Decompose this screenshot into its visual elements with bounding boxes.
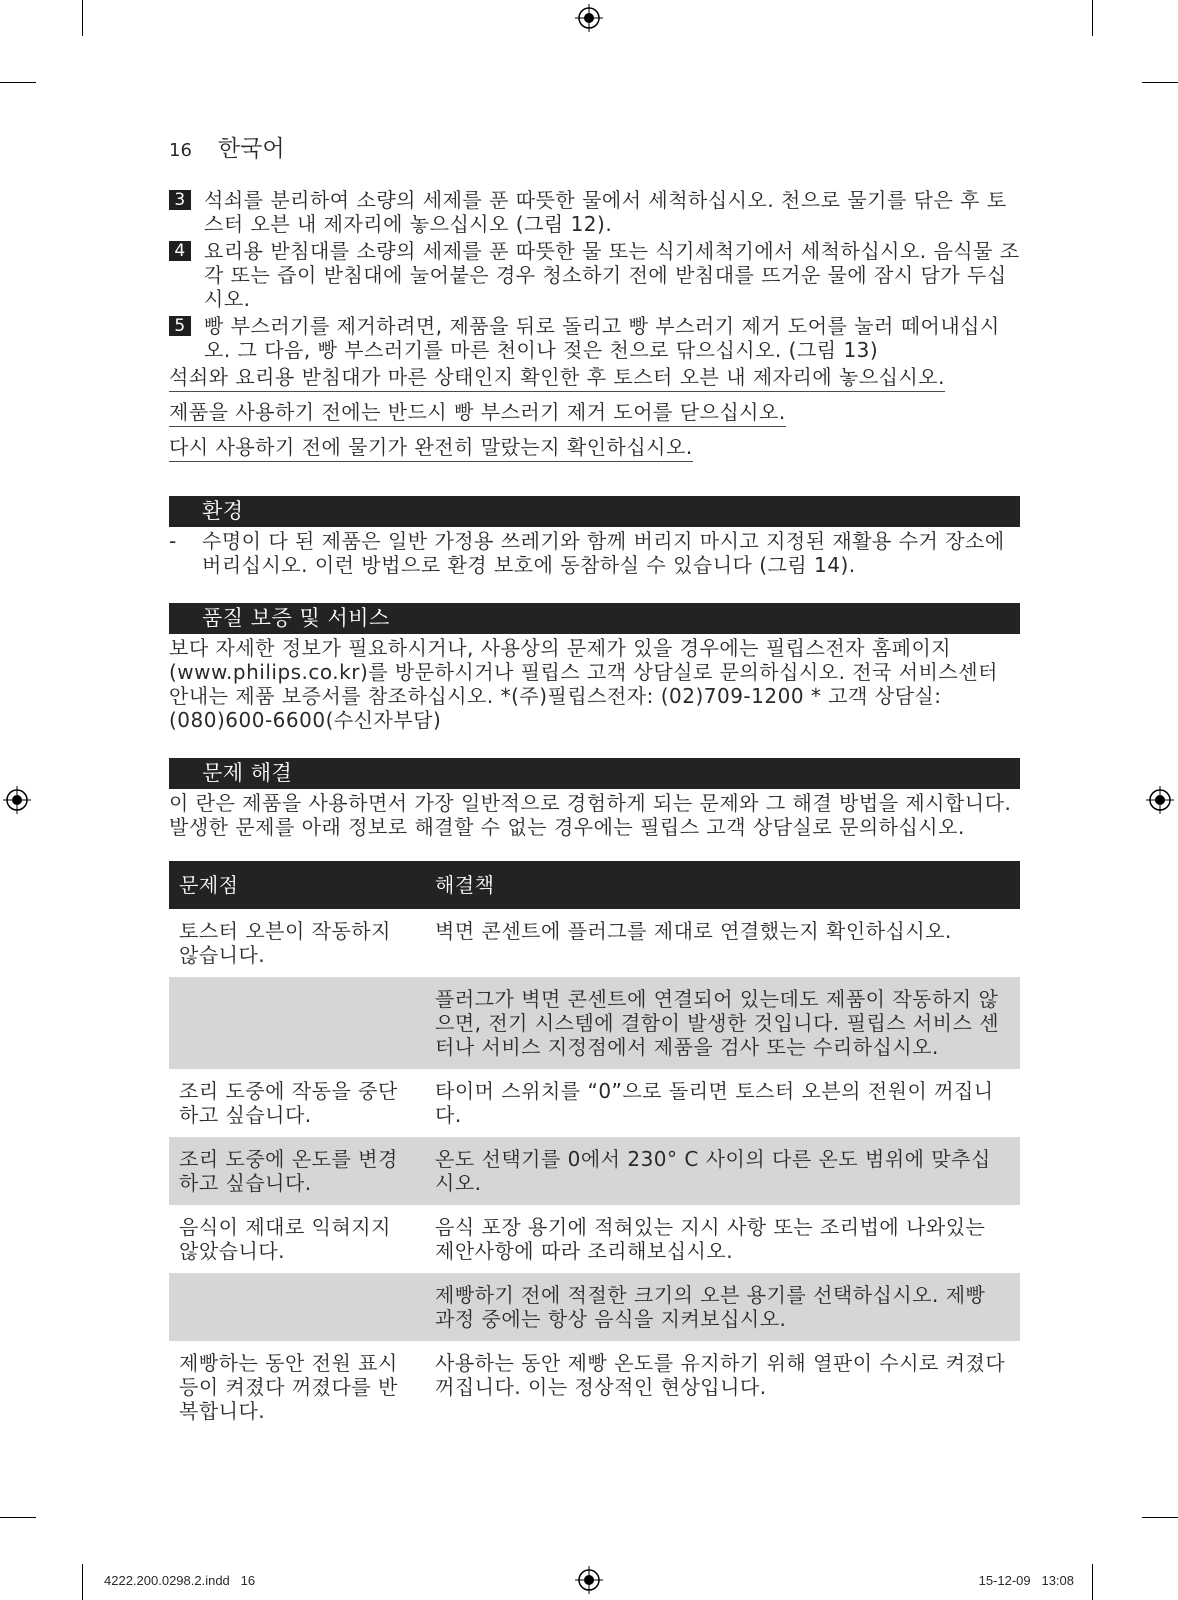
table-row — [169, 1069, 1020, 1137]
section-heading-environment: 환경 — [169, 496, 1020, 527]
crop-mark — [1142, 1517, 1178, 1518]
column-header-problem: 문제점 — [169, 861, 425, 909]
step-number-badge: 4 — [169, 241, 191, 261]
table-row — [169, 977, 1020, 1069]
table-row — [169, 1137, 1020, 1205]
table-row — [169, 1341, 1020, 1433]
crop-mark — [1092, 1564, 1093, 1600]
crop-mark — [82, 1564, 83, 1600]
crop-mark — [82, 0, 83, 36]
environment-text: 수명이 다 된 제품은 일반 가정용 쓰레기와 함께 버리지 마시고 지정된 재활용 수거 장소에 버리십시오. 이런 방법으로 환경 보호에 동참하실 수 있습니다 (그림 14). — [202, 529, 1005, 577]
crop-mark — [0, 1517, 36, 1518]
problem-cell: 제빵하는 동안 전원 표시등이 켜졌다 꺼졌다를 반복합니다. — [179, 1351, 398, 1423]
language-title: 한국어 — [217, 136, 285, 162]
problem-cell: 음식이 제대로 익혀지지 않았습니다. — [179, 1215, 391, 1263]
crop-mark — [1092, 0, 1093, 36]
step-number-badge: 3 — [169, 190, 191, 210]
notes — [169, 365, 1020, 470]
problem-cell: 조리 도중에 온도를 변경하고 싶습니다. — [169, 1137, 425, 1205]
step-text: 빵 부스러기를 제거하려면, 제품을 뒤로 돌리고 빵 부스러기 제거 도어를 눌러 떼어내십시오. 그 다음, 빵 부스러기를 마른 천이나 젖은 천으로 닦으십시오. (그림 13) — [204, 314, 1000, 362]
step-5 — [169, 314, 1020, 362]
footer-file-info: 4222.200.0298.2.indd 16 — [104, 1573, 256, 1588]
service-text: 보다 자세한 정보가 필요하시거나, 사용상의 문제가 있을 경우에는 필립스전자 홈페이지 (www.philips.co.kr)를 방문하시거나 필립스 고객 상담실로 문의하십시오. 전국 서비스센터 안내는 제품 보증서를 참조하십시오. *(주)필립스전자: (02)709-1200 * 고객 상담실: (080)600-6600(수신자부담) — [169, 636, 998, 732]
solution-cell: 플러그가 벽면 콘센트에 연결되어 있는데도 제품이 작동하지 않으면, 전기 시스템에 결함이 발생한 것입니다. 필립스 서비스 센터나 서비스 지정점에서 제품을 검사 또는 수리하십시오. — [425, 977, 1020, 1069]
troubleshooting-intro: 이 란은 제품을 사용하면서 가장 일반적으로 경험하게 되는 문제와 그 해결 방법을 제시합니다. 발생한 문제를 아래 정보로 해결할 수 없는 경우에는 필립스 고객 상담실로 문의하십시오. — [169, 791, 1012, 839]
section-heading-service: 품질 보증 및 서비스 — [169, 603, 1020, 634]
step-text: 요리용 받침대를 소량의 세제를 푼 따뜻한 물 또는 식기세척기에서 세척하십시오. 음식물 조각 또는 즙이 받침대에 눌어붙은 경우 청소하기 전에 받침대를 뜨거운 물에 잠시 담가 두십시오. — [204, 239, 1020, 311]
solution-cell: 벽면 콘센트에 플러그를 제대로 연결했는지 확인하십시오. — [435, 919, 952, 943]
footer-datetime: 15-12-09 13:08 — [978, 1573, 1074, 1588]
registration-mark-icon — [575, 1566, 603, 1594]
problem-cell: 토스터 오븐이 작동하지 않습니다. — [179, 919, 391, 967]
solution-cell: 타이머 스위치를 “0”으로 돌리면 토스터 오븐의 전원이 꺼집니다. — [435, 1079, 994, 1127]
note: 석쇠와 요리용 받침대가 마른 상태인지 확인한 후 토스터 오븐 내 제자리에 놓으십시오. — [169, 365, 945, 392]
step-text: 석쇠를 분리하여 소량의 세제를 푼 따뜻한 물에서 세척하십시오. 천으로 물기를 닦은 후 토스터 오븐 내 제자리에 놓으십시오 (그림 12). — [204, 188, 1007, 236]
registration-mark-icon — [3, 786, 31, 814]
problem-cell: 조리 도중에 작동을 중단하고 싶습니다. — [179, 1079, 398, 1127]
registration-mark-icon — [575, 4, 603, 32]
solution-cell: 제빵하기 전에 적절한 크기의 오븐 용기를 선택하십시오. 제빵 과정 중에는 항상 음식을 지켜보십시오. — [425, 1273, 1020, 1341]
table-row — [169, 1273, 1020, 1341]
solution-cell: 사용하는 동안 제빵 온도를 유지하기 위해 열판이 수시로 켜졌다 꺼집니다. 이는 정상적인 현상입니다. — [435, 1351, 1006, 1399]
section-heading-troubleshooting: 문제 해결 — [169, 758, 1020, 789]
crop-mark — [1142, 82, 1178, 83]
table-row — [169, 1205, 1020, 1273]
troubleshooting-table — [169, 861, 1020, 1433]
column-header-solution: 해결책 — [425, 861, 1020, 909]
registration-mark-icon — [1146, 786, 1174, 814]
note: 제품을 사용하기 전에는 반드시 빵 부스러기 제거 도어를 닫으십시오. — [169, 400, 786, 427]
step-3 — [169, 188, 1020, 236]
environment-item — [169, 529, 1020, 577]
solution-cell: 음식 포장 용기에 적혀있는 지시 사항 또는 조리법에 나와있는 제안사항에 따라 조리해보십시오. — [435, 1215, 986, 1263]
main-content — [169, 188, 1020, 1433]
problem-cell — [169, 977, 425, 1069]
solution-cell: 온도 선택기를 0에서 230° C 사이의 다른 온도 범위에 맞추십시오. — [425, 1137, 1020, 1205]
page-header — [169, 130, 285, 163]
page-number: 16 — [169, 140, 192, 161]
table-row — [169, 909, 1020, 977]
dash-marker: - — [169, 529, 177, 553]
step-4 — [169, 239, 1020, 311]
crop-mark — [0, 82, 36, 83]
problem-cell — [169, 1273, 425, 1341]
note: 다시 사용하기 전에 물기가 완전히 말랐는지 확인하십시오. — [169, 435, 693, 462]
table-header-row — [169, 861, 1020, 909]
step-number-badge: 5 — [169, 316, 191, 336]
